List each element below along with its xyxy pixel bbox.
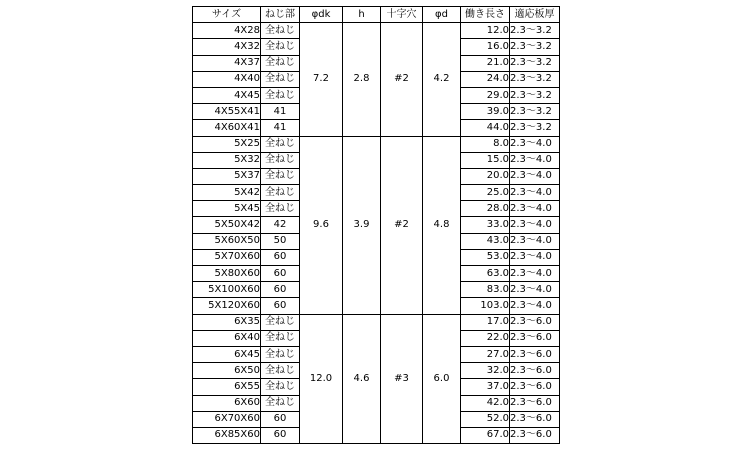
cell-working-length: 29.0 [461, 87, 510, 103]
cell-working-length: 24.0 [461, 71, 510, 87]
cell-cross-recess: #2 [381, 136, 423, 314]
cell-size: 5X80X60 [193, 266, 261, 282]
cell-plate-thickness: 2.3～4.0 [510, 249, 560, 265]
cell-size: 6X40 [193, 330, 261, 346]
cell-thread: 全ねじ [261, 136, 300, 152]
cell-plate-thickness: 2.3～6.0 [510, 411, 560, 427]
cell-working-length: 53.0 [461, 249, 510, 265]
header-phi-d: φd [423, 7, 461, 23]
cell-thread: 全ねじ [261, 87, 300, 103]
cell-plate-thickness: 2.3～6.0 [510, 379, 560, 395]
cell-working-length: 43.0 [461, 233, 510, 249]
cell-working-length: 16.0 [461, 39, 510, 55]
spec-table-container [192, 6, 560, 444]
cell-thread: 全ねじ [261, 330, 300, 346]
cell-working-length: 63.0 [461, 266, 510, 282]
cell-size: 5X32 [193, 152, 261, 168]
cell-plate-thickness: 2.3～3.2 [510, 120, 560, 136]
cell-working-length: 67.0 [461, 427, 510, 443]
cell-size: 5X100X60 [193, 282, 261, 298]
cell-thread: 全ねじ [261, 201, 300, 217]
cell-thread: 42 [261, 217, 300, 233]
cell-phi-d: 4.2 [423, 23, 461, 136]
cell-working-length: 33.0 [461, 217, 510, 233]
spec-table-body [193, 7, 560, 444]
cell-size: 5X37 [193, 168, 261, 184]
cell-thread: 60 [261, 411, 300, 427]
cell-working-length: 39.0 [461, 104, 510, 120]
cell-size: 5X50X42 [193, 217, 261, 233]
cell-size: 6X35 [193, 314, 261, 330]
cell-thread: 全ねじ [261, 23, 300, 39]
cell-thread: 全ねじ [261, 39, 300, 55]
cell-thread: 全ねじ [261, 395, 300, 411]
cell-plate-thickness: 2.3～4.0 [510, 298, 560, 314]
cell-plate-thickness: 2.3～3.2 [510, 39, 560, 55]
cell-size: 5X45 [193, 201, 261, 217]
cell-plate-thickness: 2.3～6.0 [510, 330, 560, 346]
cell-working-length: 27.0 [461, 346, 510, 362]
cell-size: 4X60X41 [193, 120, 261, 136]
cell-working-length: 42.0 [461, 395, 510, 411]
cell-plate-thickness: 2.3～4.0 [510, 152, 560, 168]
cell-plate-thickness: 2.3～3.2 [510, 71, 560, 87]
cell-working-length: 20.0 [461, 168, 510, 184]
cell-thread: 60 [261, 249, 300, 265]
cell-phi-dk: 9.6 [300, 136, 343, 314]
cell-thread: 60 [261, 282, 300, 298]
cell-plate-thickness: 2.3～3.2 [510, 23, 560, 39]
cell-plate-thickness: 2.3～6.0 [510, 427, 560, 443]
cell-size: 6X70X60 [193, 411, 261, 427]
cell-size: 4X45 [193, 87, 261, 103]
header-h: h [343, 7, 381, 23]
cell-thread: 全ねじ [261, 314, 300, 330]
cell-working-length: 52.0 [461, 411, 510, 427]
cell-size: 4X55X41 [193, 104, 261, 120]
cell-size: 5X25 [193, 136, 261, 152]
cell-thread: 全ねじ [261, 71, 300, 87]
cell-working-length: 25.0 [461, 185, 510, 201]
cell-size: 6X55 [193, 379, 261, 395]
cell-plate-thickness: 2.3～4.0 [510, 168, 560, 184]
table-row [193, 314, 560, 330]
cell-plate-thickness: 2.3～6.0 [510, 346, 560, 362]
cell-thread: 41 [261, 120, 300, 136]
header-phi-dk: φdk [300, 7, 343, 23]
cell-size: 5X70X60 [193, 249, 261, 265]
cell-plate-thickness: 2.3～4.0 [510, 282, 560, 298]
cell-working-length: 83.0 [461, 282, 510, 298]
cell-h: 4.6 [343, 314, 381, 444]
cell-thread: 全ねじ [261, 185, 300, 201]
cell-plate-thickness: 2.3～4.0 [510, 266, 560, 282]
cell-size: 6X60 [193, 395, 261, 411]
cell-working-length: 12.0 [461, 23, 510, 39]
cell-phi-d: 6.0 [423, 314, 461, 444]
cell-cross-recess: #2 [381, 23, 423, 136]
cell-plate-thickness: 2.3～3.2 [510, 104, 560, 120]
cell-size: 4X40 [193, 71, 261, 87]
cell-working-length: 32.0 [461, 363, 510, 379]
cell-size: 5X60X50 [193, 233, 261, 249]
cell-thread: 41 [261, 104, 300, 120]
cell-thread: 全ねじ [261, 55, 300, 71]
table-header-row [193, 7, 560, 23]
table-row [193, 136, 560, 152]
header-size: サイズ [193, 7, 261, 23]
cell-thread: 全ねじ [261, 379, 300, 395]
cell-plate-thickness: 2.3～4.0 [510, 201, 560, 217]
cell-phi-dk: 7.2 [300, 23, 343, 136]
cell-size: 6X85X60 [193, 427, 261, 443]
cell-size: 6X45 [193, 346, 261, 362]
cell-cross-recess: #3 [381, 314, 423, 444]
cell-phi-dk: 12.0 [300, 314, 343, 444]
cell-working-length: 21.0 [461, 55, 510, 71]
cell-size: 4X32 [193, 39, 261, 55]
cell-h: 2.8 [343, 23, 381, 136]
cell-size: 6X50 [193, 363, 261, 379]
cell-thread: 60 [261, 266, 300, 282]
table-row [193, 23, 560, 39]
cell-plate-thickness: 2.3～4.0 [510, 217, 560, 233]
cell-working-length: 17.0 [461, 314, 510, 330]
cell-phi-d: 4.8 [423, 136, 461, 314]
cell-plate-thickness: 2.3～4.0 [510, 136, 560, 152]
cell-working-length: 44.0 [461, 120, 510, 136]
cell-size: 4X37 [193, 55, 261, 71]
cell-plate-thickness: 2.3～4.0 [510, 233, 560, 249]
cell-working-length: 28.0 [461, 201, 510, 217]
cell-plate-thickness: 2.3～3.2 [510, 55, 560, 71]
cell-thread: 60 [261, 298, 300, 314]
cell-plate-thickness: 2.3～3.2 [510, 87, 560, 103]
cell-plate-thickness: 2.3～6.0 [510, 314, 560, 330]
cell-thread: 全ねじ [261, 363, 300, 379]
cell-thread: 60 [261, 427, 300, 443]
cell-thread: 全ねじ [261, 346, 300, 362]
cell-thread: 50 [261, 233, 300, 249]
cell-thread: 全ねじ [261, 152, 300, 168]
screw-spec-table [192, 6, 560, 444]
header-working-length: 働き長さ [461, 7, 510, 23]
cell-working-length: 103.0 [461, 298, 510, 314]
cell-size: 5X120X60 [193, 298, 261, 314]
cell-working-length: 15.0 [461, 152, 510, 168]
cell-size: 5X42 [193, 185, 261, 201]
cell-h: 3.9 [343, 136, 381, 314]
cell-working-length: 8.0 [461, 136, 510, 152]
cell-plate-thickness: 2.3～4.0 [510, 185, 560, 201]
cell-working-length: 37.0 [461, 379, 510, 395]
cell-working-length: 22.0 [461, 330, 510, 346]
cell-plate-thickness: 2.3～6.0 [510, 395, 560, 411]
cell-size: 4X28 [193, 23, 261, 39]
cell-thread: 全ねじ [261, 168, 300, 184]
header-plate-thickness: 適応板厚 [510, 7, 560, 23]
cell-plate-thickness: 2.3～6.0 [510, 363, 560, 379]
header-thread: ねじ部 [261, 7, 300, 23]
header-cross-recess: 十字穴 [381, 7, 423, 23]
